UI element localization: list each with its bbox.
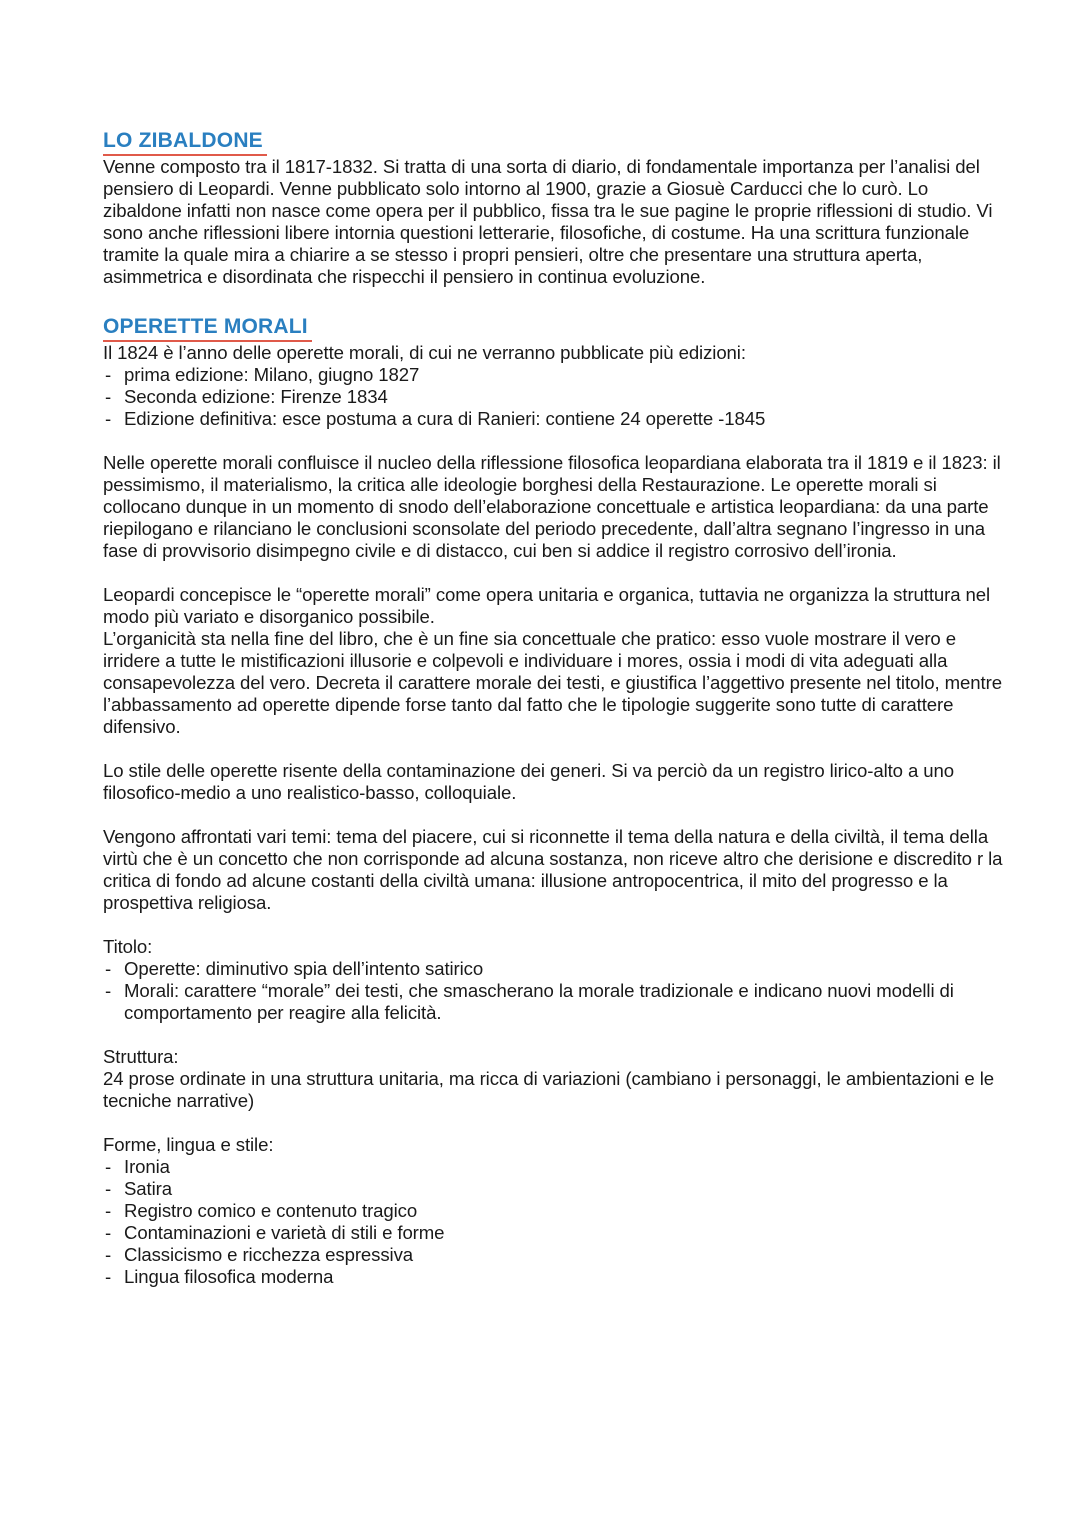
editions-list (103, 364, 1003, 430)
forme-item: - Registro comico e contenuto tragico (103, 1200, 1003, 1222)
operette-paragraph-4: Vengono affrontati vari temi: tema del piacere, cui si riconnette il tema della natura e della civiltà, il tema della virtù che è un concetto che non corrisponde ad alcuna sostanza, non riceve altro che derisione e discredito r la critica di fondo ad alcune costanti della civiltà umana: illusione antropocentrica, il mito del progresso e la prospettiva religiosa. (103, 826, 1003, 913)
forme-list (103, 1156, 1003, 1288)
titolo-label: Titolo: (103, 936, 153, 957)
titolo-item: - Operette: diminutivo spia dell’intento satirico (103, 958, 1003, 980)
forme-item: - Satira (103, 1178, 1003, 1200)
paragraph-spacer (103, 804, 1003, 826)
zibaldone-heading: LO ZIBALDONE (103, 128, 267, 156)
struttura-label: Struttura: (103, 1046, 179, 1067)
paragraph-spacer (103, 1024, 1003, 1046)
paragraph-spacer (103, 738, 1003, 760)
edition-item: - Edizione definitiva: esce postuma a cura di Ranieri: contiene 24 operette -1845 (103, 408, 1003, 430)
paragraph-spacer (103, 914, 1003, 936)
forme-item: - Contaminazioni e varietà di stili e forme (103, 1222, 1003, 1244)
operette-paragraph-2a: Leopardi concepisce le “operette morali” come opera unitaria e organica, tuttavia ne organizza la struttura nel modo più variato e disorganico possibile. (103, 584, 991, 627)
operette-paragraph-3: Lo stile delle operette risente della contaminazione dei generi. Si va perciò da un registro lirico-alto a uno filosofico-medio a uno realistico-basso, colloquiale. (103, 760, 955, 803)
struttura-text: 24 prose ordinate in una struttura unitaria, ma ricca di variazioni (cambiano i personaggi, le ambientazioni e le tecniche narrative) (103, 1068, 994, 1111)
operette-paragraph-2b: L’organicità sta nella fine del libro, che è un fine sia concettuale che pratico: esso vuole mostrare il vero e irridere a tutte le mistificazioni illusorie e colpevoli e individuare i mores, ossia i modi di vita adeguati alla consapevolezza del vero. Decreta il carattere morale dei testi, e giustifica l’aggettivo presente nel titolo, mentre l’abbassamento ad operette dipende forse tanto dal fatto che le tipologie suggerite sono tutte di carattere difensivo. (103, 628, 1002, 737)
forme-item: - Lingua filosofica moderna (103, 1266, 1003, 1288)
operette-intro: Il 1824 è l’anno delle operette morali, di cui ne verranno pubblicate più edizioni: (103, 342, 746, 363)
forme-item: - Classicismo e ricchezza espressiva (103, 1244, 1003, 1266)
zibaldone-paragraph: Venne composto tra il 1817-1832. Si tratta di una sorta di diario, di fondamentale importanza per l’analisi del pensiero di Leopardi. Venne pubblicato solo intorno al 1900, grazie a Giosuè Carducci che lo curò. Lo zibaldone infatti non nasce come opera per il pubblico, fissa tra le sue pagine le proprie riflessioni di studio. Vi sono anche riflessioni libere intornia questioni letterarie, filosofiche, di costume. Ha una scrittura funzionale tramite la quale mira a chiarire a se stesso i propri pensieri, oltre che presentare una struttura aperta, asimmetrica e disordinata che rispecchi il pensiero in continua evoluzione. (103, 156, 993, 287)
titolo-item: - Morali: carattere “morale” dei testi, che smascherano la morale tradizionale e indicano nuovi modelli di comportamento per reagire alla felicità. (103, 980, 1003, 1024)
edition-item: - Seconda edizione: Firenze 1834 (103, 386, 1003, 408)
paragraph-spacer (103, 1112, 1003, 1134)
forme-item: - Ironia (103, 1156, 1003, 1178)
edition-item: - prima edizione: Milano, giugno 1827 (103, 364, 1003, 386)
paragraph-spacer (103, 430, 1003, 452)
paragraph-spacer (103, 562, 1003, 584)
document-page (103, 128, 1003, 1288)
titolo-list (103, 958, 1003, 1024)
operette-paragraph-1: Nelle operette morali confluisce il nucleo della riflessione filosofica leopardiana elaborata tra il 1819 e il 1823: il pessimismo, il materialismo, la critica alle ideologie borghesi della Restaurazione. Le operette morali si collocano dunque in un momento di snodo dell’elaborazione concettuale e artistica leopardiana: da una parte riepilogano e rilanciano le conclusioni sconsolate del periodo precedente, dall’altra segnano l’ingresso in una fase di provvisorio disimpegno civile e di distacco, cui ben si addice il registro corrosivo dell’ironia. (103, 452, 1001, 561)
forme-label: Forme, lingua e stile: (103, 1134, 274, 1155)
section-spacer (103, 288, 1003, 314)
operette-heading: OPERETTE MORALI (103, 314, 312, 342)
